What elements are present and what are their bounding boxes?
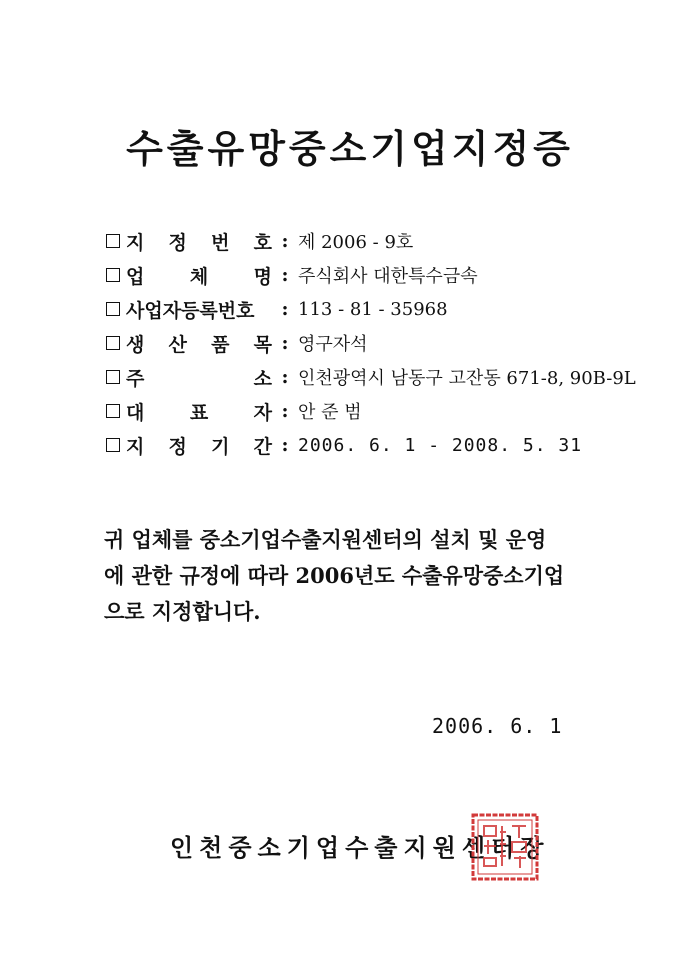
field-value: 113 - 81 - 35968 <box>298 298 448 320</box>
field-colon: : <box>281 400 289 422</box>
field-row-representative <box>106 394 666 428</box>
field-value: 안 준 범 <box>298 402 362 423</box>
field-label-char: 체 <box>189 265 209 288</box>
field-label-char: 간 <box>253 435 272 458</box>
field-colon: : <box>281 298 289 320</box>
field-row-designation-number <box>106 224 666 258</box>
field-label <box>126 432 272 459</box>
field-list <box>106 224 666 462</box>
issuer-name: 인천중소기업수출지원센터장 <box>170 833 550 862</box>
field-label <box>126 330 272 357</box>
checkbox-icon <box>106 234 120 248</box>
statement-line: 귀 업체를 중소기업수출지원센터의 설치 및 운영 <box>104 527 547 552</box>
official-seal-icon <box>470 812 540 882</box>
checkbox-icon <box>106 404 120 418</box>
field-label <box>126 228 272 255</box>
field-row-business-number <box>106 292 666 326</box>
field-row-designation-period <box>106 428 666 462</box>
field-row-products <box>106 326 666 360</box>
field-label-char: 자 <box>253 401 272 424</box>
field-label-char: 업 <box>126 265 145 288</box>
checkbox-icon <box>106 302 120 316</box>
field-label <box>126 262 272 289</box>
statement-line: 으로 지정합니다. <box>104 599 261 624</box>
field-label-char: 지 <box>126 231 145 254</box>
field-label-char: 기 <box>211 435 230 458</box>
field-label-char: 정 <box>168 435 187 458</box>
field-value: 2006. 6. 1 - 2008. 5. 31 <box>298 434 583 456</box>
field-label-char: 주 <box>126 367 145 390</box>
field-label-char: 대 <box>126 401 145 424</box>
field-row-address <box>106 360 666 394</box>
field-label-char: 표 <box>189 401 209 424</box>
field-colon: : <box>281 230 289 252</box>
field-label-char: 지 <box>126 435 145 458</box>
checkbox-icon <box>106 268 120 282</box>
checkbox-icon <box>106 370 120 384</box>
certificate-statement <box>104 522 604 630</box>
field-value: 제 2006 - 9호 <box>298 232 414 253</box>
field-row-company-name <box>106 258 666 292</box>
field-label-char: 품 <box>211 333 230 356</box>
field-value: 영구자석 <box>298 334 368 355</box>
field-value: 인천광역시 남동구 고잔동 671-8, 90B-9L <box>298 368 636 389</box>
field-colon: : <box>281 264 289 286</box>
field-label-char: 명 <box>253 265 272 288</box>
field-label <box>126 364 272 391</box>
field-label-char: 산 <box>168 333 187 356</box>
field-label <box>126 296 272 323</box>
field-label-char: 호 <box>253 231 272 254</box>
field-colon: : <box>281 434 289 456</box>
field-label <box>126 398 272 425</box>
field-label-text: 사업자등록번호 <box>126 299 255 322</box>
issue-date: 2006. 6. 1 <box>432 714 563 738</box>
document-title: 수출유망중소기업지정증 <box>126 126 574 171</box>
field-colon: : <box>281 366 289 388</box>
field-label-char: 번 <box>211 231 230 254</box>
statement-line: 에 관한 규정에 따라 2006년도 수출유망중소기업 <box>104 563 565 588</box>
field-label-char: 목 <box>253 333 272 356</box>
field-value: 주식회사 대한특수금속 <box>298 266 478 287</box>
field-label-char: 소 <box>253 367 272 390</box>
checkbox-icon <box>106 336 120 350</box>
field-label-char: 정 <box>168 231 187 254</box>
checkbox-icon <box>106 438 120 452</box>
field-colon: : <box>281 332 289 354</box>
field-label-char: 생 <box>126 333 145 356</box>
